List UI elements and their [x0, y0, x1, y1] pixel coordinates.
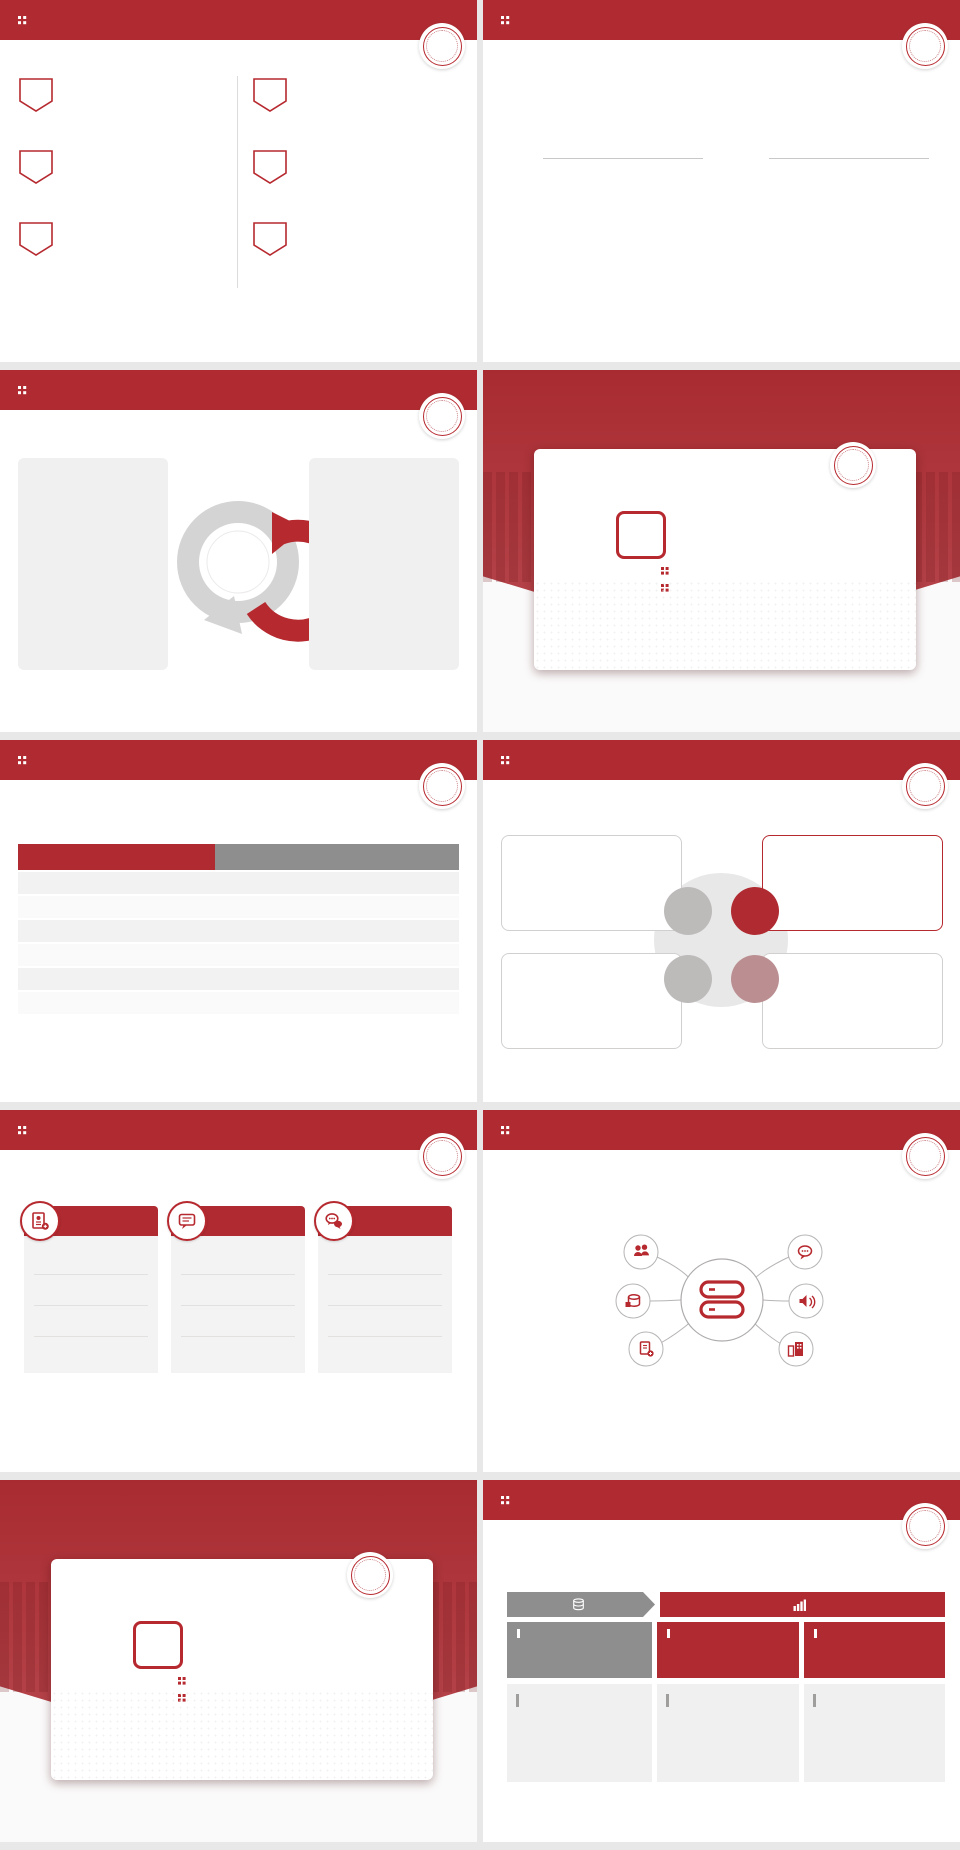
cell — [18, 992, 215, 1014]
slide-domestic-research[interactable] — [0, 0, 477, 362]
cell — [215, 896, 337, 918]
cell — [18, 944, 215, 966]
bullet-box-red — [804, 1622, 945, 1678]
numbered-item — [252, 220, 460, 224]
bar-chart-icon — [793, 1599, 806, 1611]
bullet-box-red — [657, 1622, 799, 1678]
stat-card — [24, 1206, 158, 1373]
cell — [215, 968, 337, 990]
bullet-dots-icon — [178, 1694, 186, 1702]
table-row — [18, 944, 459, 966]
bullet-line — [667, 1635, 789, 1638]
cycle-arrows-diagram — [168, 462, 309, 672]
slide-data-sources[interactable] — [483, 1110, 960, 1472]
detail-line — [516, 1704, 643, 1707]
legend-entry — [675, 60, 686, 68]
info-card-highlighted — [762, 835, 943, 931]
number-badge — [18, 77, 54, 113]
stat-row — [181, 1275, 295, 1306]
university-seal-logo — [902, 1133, 948, 1179]
stat-row — [328, 1337, 442, 1367]
university-seal-logo — [419, 393, 465, 439]
section-number — [133, 1621, 183, 1669]
pennant-shape — [252, 221, 288, 257]
cell — [337, 944, 459, 966]
stat-row — [328, 1244, 442, 1275]
slide-header-bar — [483, 0, 960, 40]
cell — [215, 872, 337, 894]
slide-header-bar — [0, 370, 477, 410]
card-body — [318, 1236, 452, 1373]
section-bullet — [661, 584, 677, 592]
step-circle-02 — [731, 887, 779, 935]
right-panel — [309, 458, 459, 670]
slide-header-bar — [483, 1110, 960, 1150]
source-block — [499, 1356, 631, 1360]
numbered-item — [18, 148, 226, 152]
table-row — [18, 968, 459, 990]
slide-header-bar — [0, 1110, 477, 1150]
cell — [337, 896, 459, 918]
stat-card — [171, 1206, 305, 1373]
cell — [215, 944, 337, 966]
bullet-line — [814, 1635, 935, 1638]
header-dots-icon — [18, 1126, 27, 1135]
numbered-item — [252, 76, 460, 80]
card-header — [171, 1206, 305, 1236]
number-badge — [252, 221, 288, 257]
header-dots-icon — [501, 1126, 510, 1135]
table-header-row — [18, 844, 459, 870]
slide-foreign-research[interactable] — [483, 0, 960, 362]
slide-section-4[interactable] — [483, 370, 960, 732]
section-card — [534, 449, 916, 670]
detail-panel — [507, 1684, 652, 1782]
card-body — [24, 1236, 158, 1373]
section-bullets — [178, 1677, 194, 1711]
section-card — [51, 1559, 433, 1780]
header-dots-icon — [18, 756, 27, 765]
slide-header-bar — [483, 1480, 960, 1520]
pennant-shape — [252, 149, 288, 185]
slide-case-study[interactable] — [0, 1110, 477, 1472]
number-badge — [18, 149, 54, 185]
cell — [18, 872, 215, 894]
legend-entry — [696, 60, 707, 68]
plot-area — [543, 76, 703, 159]
detail-panel — [657, 1684, 799, 1782]
numbered-item — [18, 76, 226, 80]
university-seal-logo — [902, 23, 948, 69]
section-bullet — [661, 567, 677, 575]
database-cylinder-icon — [572, 1598, 585, 1611]
detail-panel — [804, 1684, 945, 1782]
slide-qualitative-analysis[interactable] — [483, 740, 960, 1102]
slide-deficiencies-trends[interactable] — [0, 370, 477, 732]
process-step-red — [660, 1592, 945, 1617]
col-header — [215, 844, 337, 870]
section-bullet — [178, 1677, 194, 1685]
numbered-item — [252, 148, 460, 152]
process-step-gray — [507, 1592, 655, 1617]
step-circle-01 — [664, 887, 712, 935]
speech-bubbles-icon — [314, 1201, 354, 1241]
slide-quantitative-analysis[interactable] — [0, 740, 477, 1102]
source-block — [499, 1214, 631, 1218]
bar-chart-left — [509, 60, 709, 192]
header-dots-icon — [18, 16, 27, 25]
table-row — [18, 896, 459, 918]
data-hub-diagram — [613, 1206, 833, 1376]
cell — [215, 920, 337, 942]
card-header — [318, 1206, 452, 1236]
slide-header-bar — [0, 740, 477, 780]
message-plus-icon — [167, 1201, 207, 1241]
table-row — [18, 920, 459, 942]
section-bullet — [178, 1694, 194, 1702]
slide-header-bar — [483, 740, 960, 780]
column-divider — [237, 76, 238, 288]
header-dots-icon — [501, 756, 510, 765]
numbered-item — [18, 220, 226, 224]
stat-row — [181, 1244, 295, 1275]
pennant-shape — [252, 77, 288, 113]
col-header — [18, 844, 215, 870]
pennant-shape — [18, 149, 54, 185]
chart-legend — [675, 60, 707, 68]
table-row — [18, 872, 459, 894]
university-seal-logo — [419, 23, 465, 69]
card-body — [171, 1236, 305, 1373]
slide-section-5[interactable] — [0, 1480, 477, 1842]
plot-area — [769, 76, 929, 159]
info-card — [762, 953, 943, 1049]
cell — [18, 920, 215, 942]
bar-chart-right — [735, 60, 935, 192]
header-dots-icon — [18, 386, 27, 395]
stat-row — [328, 1306, 442, 1337]
methods-table — [18, 842, 459, 1016]
stat-row — [34, 1275, 148, 1306]
university-seal-logo — [902, 763, 948, 809]
detail-line — [813, 1704, 936, 1707]
stat-row — [34, 1337, 148, 1367]
stat-row — [328, 1275, 442, 1306]
university-seal-logo — [419, 1133, 465, 1179]
slide-header-bar — [0, 0, 477, 40]
step-circle-04 — [731, 955, 779, 1003]
pennant-shape — [18, 221, 54, 257]
table-row — [18, 992, 459, 1014]
number-badge — [252, 149, 288, 185]
source-block — [499, 1286, 631, 1290]
cell — [337, 872, 459, 894]
section-number — [616, 511, 666, 559]
cell — [215, 992, 337, 1014]
stat-row — [34, 1244, 148, 1275]
cell — [337, 968, 459, 990]
photo-plus-icon — [20, 1201, 60, 1241]
step-circle-03 — [664, 955, 712, 1003]
slide-data-analysis-process[interactable] — [483, 1480, 960, 1842]
pennant-shape — [18, 77, 54, 113]
section-bullets — [661, 567, 677, 601]
left-panel — [18, 458, 168, 670]
card-header — [24, 1206, 158, 1236]
bullet-line — [517, 1635, 642, 1638]
bullet-dots-icon — [661, 584, 669, 592]
university-seal-logo — [902, 1503, 948, 1549]
detail-line — [666, 1704, 790, 1707]
number-badge — [18, 221, 54, 257]
number-badge — [252, 77, 288, 113]
cell — [18, 896, 215, 918]
header-dots-icon — [501, 1496, 510, 1505]
info-card — [501, 835, 682, 931]
bullet-box-gray — [507, 1622, 652, 1678]
header-dots-icon — [501, 16, 510, 25]
stat-row — [34, 1306, 148, 1337]
series1-swatch — [675, 60, 683, 68]
cell — [337, 920, 459, 942]
university-seal-logo — [347, 1552, 393, 1598]
university-seal-logo — [419, 763, 465, 809]
info-card — [501, 953, 682, 1049]
cell — [337, 992, 459, 1014]
bullet-dots-icon — [661, 567, 669, 575]
university-seal-logo — [830, 442, 876, 488]
stat-row — [181, 1337, 295, 1367]
series2-swatch — [696, 60, 704, 68]
cell — [18, 968, 215, 990]
stat-card — [318, 1206, 452, 1373]
col-header — [337, 844, 459, 870]
stat-row — [181, 1306, 295, 1337]
bullet-dots-icon — [178, 1677, 186, 1685]
